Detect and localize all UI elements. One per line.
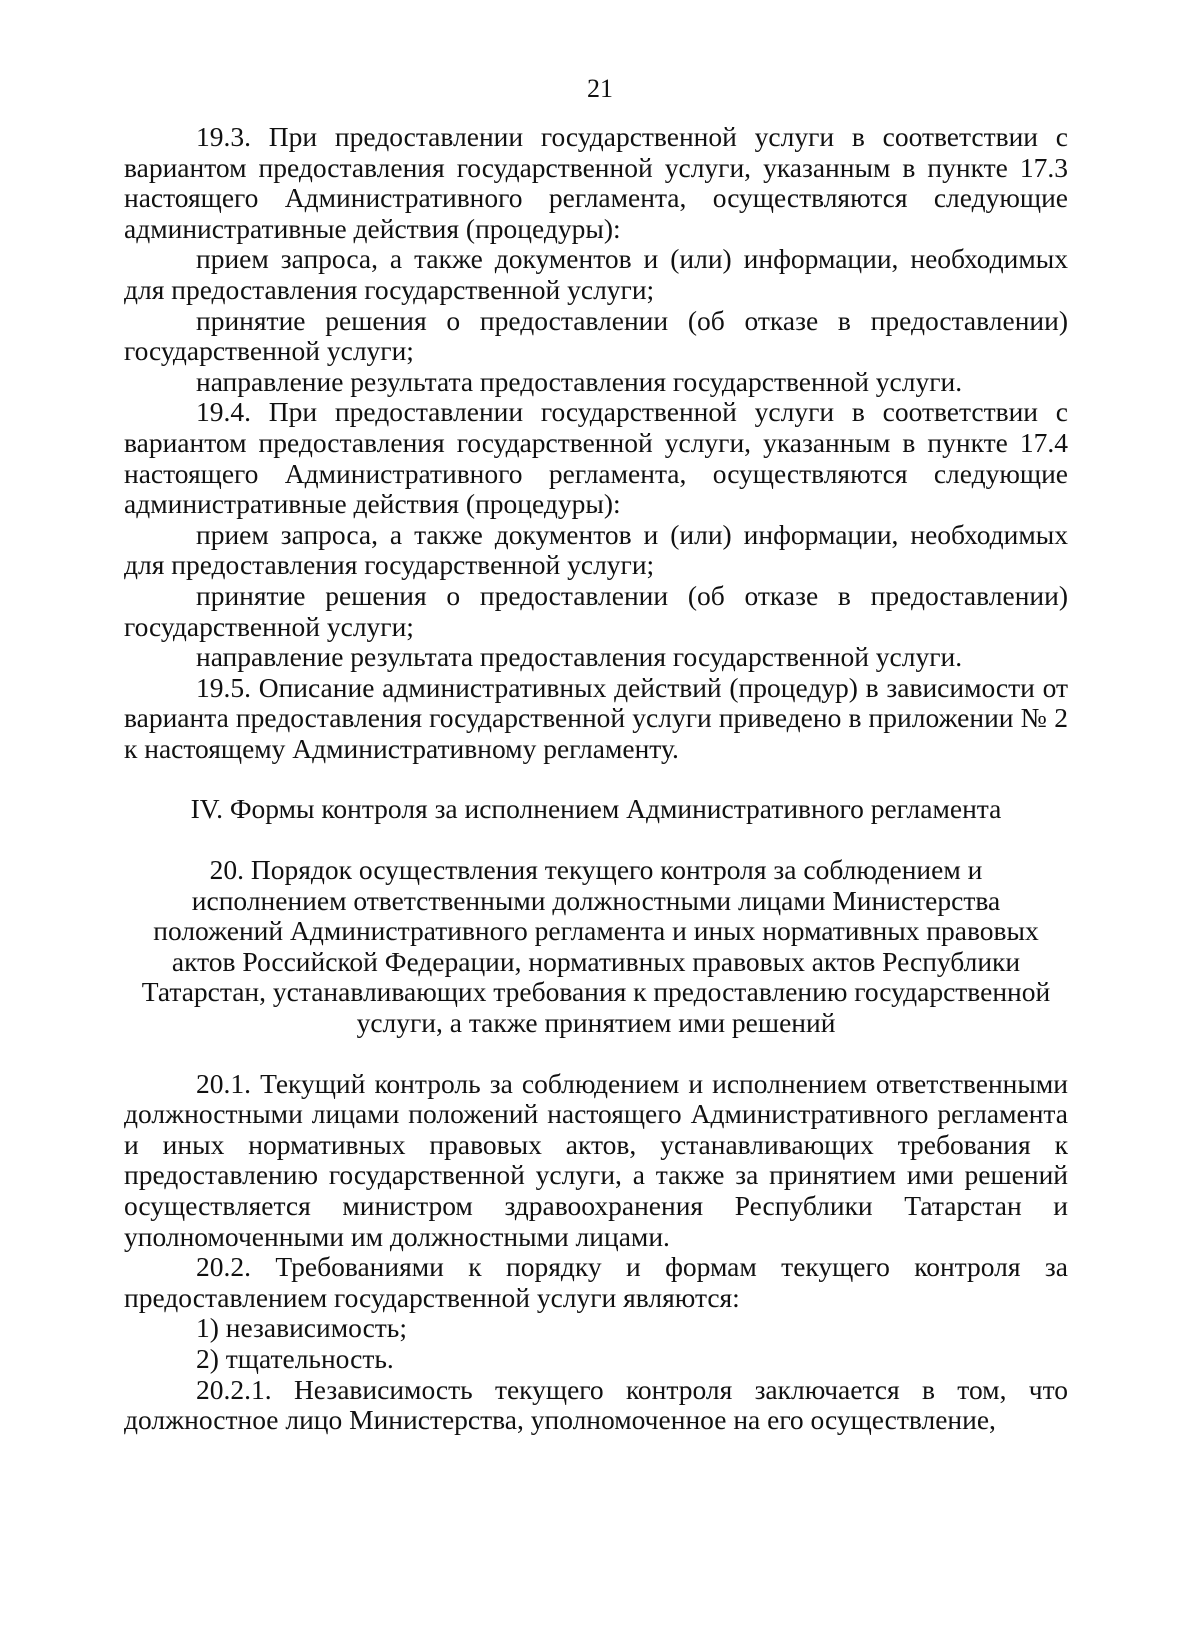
paragraph-20-2: 20.2. Требованиями к порядку и формам текущего контроля за предоставлением государственной услуги являются: [124,1251,1068,1313]
paragraph-20-2-item-1: 1) независимость; [196,1312,407,1344]
page-number: 21 [587,74,613,103]
paragraph-19-4-item-2: принятие решения о предоставлении (об отказе в предоставлении) государственной услуги; [124,579,1068,642]
paragraph-19-4: 19.4. При предоставлении государственной услуги в соответствии с вариантом предоставления государственной услуги, указанным в пункте 17.4 настоящего Административного регламента, осуществляются следующие административные действия (процедуры): [124,396,1068,520]
paragraph-19-3: 19.3. При предоставлении государственной услуги в соответствии с вариантом предоставления государственной услуги, указанным в пункте 17.3 настоящего Административного регламента, осуществляются следующие административные действия (процедуры): [124,121,1068,244]
paragraph-19-3-item-1: прием запроса, а также документов и (или) информации, необходимых для предоставления государственной услуги; [124,243,1068,305]
paragraph-20-2-item-2: 2) тщательность. [196,1342,394,1374]
paragraph-20-2-1: 20.2.1. Независимость текущего контроля заключается в том, что должностное лицо Министерства, уполномоченное на его осуществление, [124,1373,1068,1436]
paragraph-19-3-item-2: принятие решения о предоставлении (об отказе в предоставлении) государственной услуги; [124,304,1068,367]
section-iv-heading: IV. Формы контроля за исполнением Административного регламента [190,793,1002,825]
document-body [124,122,1068,1436]
paragraph-19-3-item-3: направление результата предоставления государственной услуги. [196,365,963,397]
paragraph-19-4-item-1: прием запроса, а также документов и (или) информации, необходимых для предоставления государственной услуги; [124,518,1068,581]
paragraph-19-5: 19.5. Описание административных действий (процедур) в зависимости от варианта предоставления государственной услуги приведено в приложении № 2 к настоящему Административному регламенту. [124,671,1068,764]
paragraph-20-1: 20.1. Текущий контроль за соблюдением и исполнением ответственными должностными лицами положений настоящего Административного регламента и иных нормативных правовых актов, устанавливающих требования к предоставлению государственной услуги, а также за принятием ими решений осуществляется министром здравоохранения Республики Татарстан и уполномоченными им должностными лицами. [124,1067,1068,1252]
subsection-20-heading: 20. Порядок осуществления текущего контроля за соблюдением и исполнением ответственными должностными лицами Министерства положений Административного регламента и иных нормативных правовых актов Российской Федерации, нормативных правовых актов Республики Татарстан, устанавливающих требования к предоставлению государственной услуги, а также принятием ими решений [141,854,1051,1039]
paragraph-19-4-item-3: направление результата предоставления государственной услуги. [196,641,963,673]
